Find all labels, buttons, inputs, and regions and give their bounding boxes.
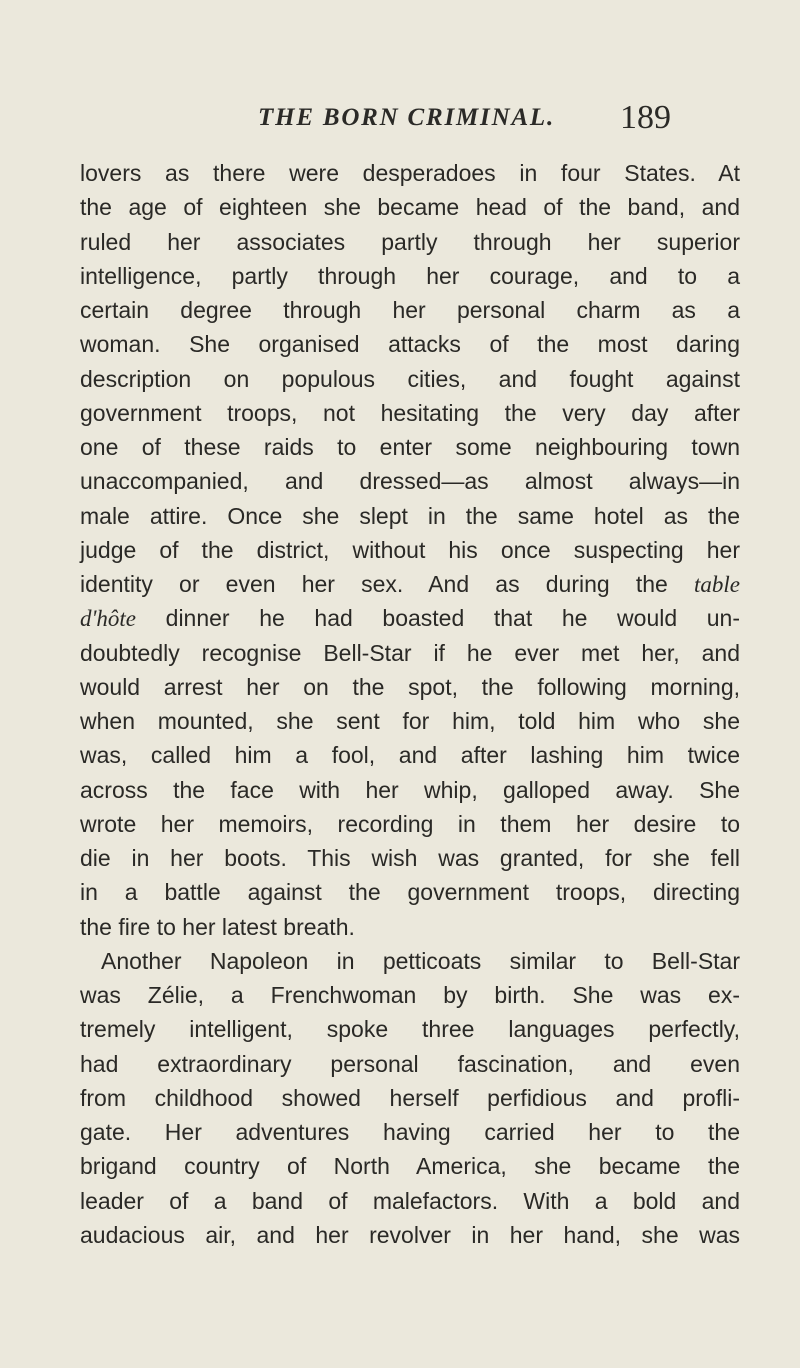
text-line: certain degree through her personal charm as a [80,297,740,323]
italic-phrase: table [694,572,740,597]
text-line: in a battle against the government troops, directing [80,879,740,906]
text-line: unaccompanied, and dressed—as almost always—in [80,468,740,495]
text-line: brigand country of North America, she became the [80,1153,740,1180]
text-line-with-italic [80,567,740,601]
text-line: male attire. Once she slept in the same hotel as the [80,502,740,529]
text-line: Another Napoleon in petticoats similar to Bell-Star [101,947,740,974]
text-line: lovers as there were desperadoes in four States. At [80,160,740,186]
text-line: gate. Her adventures having carried her to the [80,1119,740,1145]
text-line: judge of the district, without his once suspecting her [80,536,740,563]
text-line-with-italic [80,601,740,635]
text-line: was, called him a fool, and after lashing him twice [80,742,740,769]
page-number: 189 [620,99,671,136]
text-line: government troops, not hesitating the very day after [80,399,740,426]
text-line: the age of eighteen she became head of the band, and [80,194,740,221]
text-line: from childhood showed herself perfidious and profli- [80,1084,740,1111]
text-line: audacious air, and her revolver in her hand, she was [80,1221,740,1248]
text-line: wrote her memoirs, recording in them her desire to [80,810,740,837]
text-segment: identity or even her sex. And as during the [80,571,668,597]
text-line: die in her boots. This wish was granted, for she fell [80,845,740,871]
text-line: intelligence, partly through her courage, and to a [80,262,740,289]
text-line: woman. She organised attacks of the most daring [80,331,740,358]
text-line: one of these raids to enter some neighbouring town [80,434,740,460]
text-line: would arrest her on the spot, the following morning, [80,673,740,700]
text-line: ruled her associates partly through her superior [80,228,740,255]
text-line: description on populous cities, and fought against [80,365,740,392]
italic-phrase: d'hôte [80,606,137,632]
text-line: had extraordinary personal fascination, and even [80,1050,740,1077]
body-text [80,156,740,1252]
text-segment: dinner he had boasted that he would un- [165,605,740,632]
text-line: doubtedly recognise Bell-Star if he ever met her, and [80,639,740,666]
text-line: was Zélie, a Frenchwoman by birth. She was ex- [80,982,740,1008]
page-header [0,99,800,140]
text-line: tremely intelligent, spoke three languages perfectly, [80,1016,740,1043]
text-line: leader of a band of malefactors. With a bold and [80,1187,740,1214]
text-line: the fire to her latest breath. [80,913,355,940]
text-line: when mounted, she sent for him, told him who she [80,708,740,734]
running-head: THE BORN CRIMINAL. [258,104,556,131]
text-line: across the face with her whip, galloped away. She [80,776,740,803]
